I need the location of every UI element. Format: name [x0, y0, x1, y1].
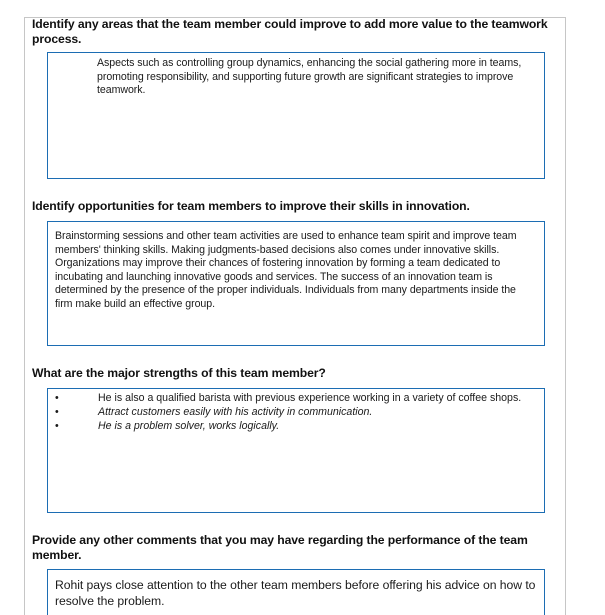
- section-4-response-field[interactable]: [47, 569, 545, 615]
- strength-item: [55, 405, 536, 419]
- strength-text: Attract customers easily with his activity in communication.: [98, 406, 373, 418]
- section-1-heading: Identify any areas that the team member could improve to add more value to the teamwork process.: [32, 17, 548, 46]
- bullet-icon: •: [55, 392, 59, 404]
- section-3-response-field[interactable]: [47, 388, 545, 513]
- section-3-heading: What are the major strengths of this team member?: [32, 366, 326, 380]
- section-1-response-text: Aspects such as controlling group dynamics, enhancing the social gathering more in teams, promoting responsibility, and supporting future growth are significant strategies to improve teamwork.: [97, 57, 522, 97]
- strength-text: He is also a qualified barista with previous experience working in a variety of coffee shops.: [98, 392, 522, 404]
- section-4-heading: Provide any other comments that you may have regarding the performance of the team member.: [32, 533, 528, 562]
- bullet-icon: •: [55, 406, 59, 418]
- section-2-response-field[interactable]: [47, 221, 545, 346]
- section-2-heading: Identify opportunities for team members to improve their skills in innovation.: [32, 199, 470, 213]
- strength-text: He is a problem solver, works logically.: [98, 420, 280, 432]
- section-2-response-text: Brainstorming sessions and other team activities are used to enhance team spirit and improve team members' thinking skills. Making judgments-based decisions also comes under innovative skills. Organizations may improve their chances of fostering innovation by forming a team dedicated to incubating and launching innovative goods and services. The success of an innovation team is determined by the presence of the proper individuals. Individuals from many departments inside the firm make build an effective group.: [55, 230, 517, 310]
- strengths-list: [48, 389, 544, 433]
- bullet-icon: •: [55, 420, 59, 432]
- strength-item: [55, 391, 536, 405]
- strength-item: [55, 419, 536, 433]
- section-4-response-text: Rohit pays close attention to the other team members before offering his advice on how to resolve the problem.: [55, 578, 536, 608]
- section-1-response-field[interactable]: [47, 52, 545, 179]
